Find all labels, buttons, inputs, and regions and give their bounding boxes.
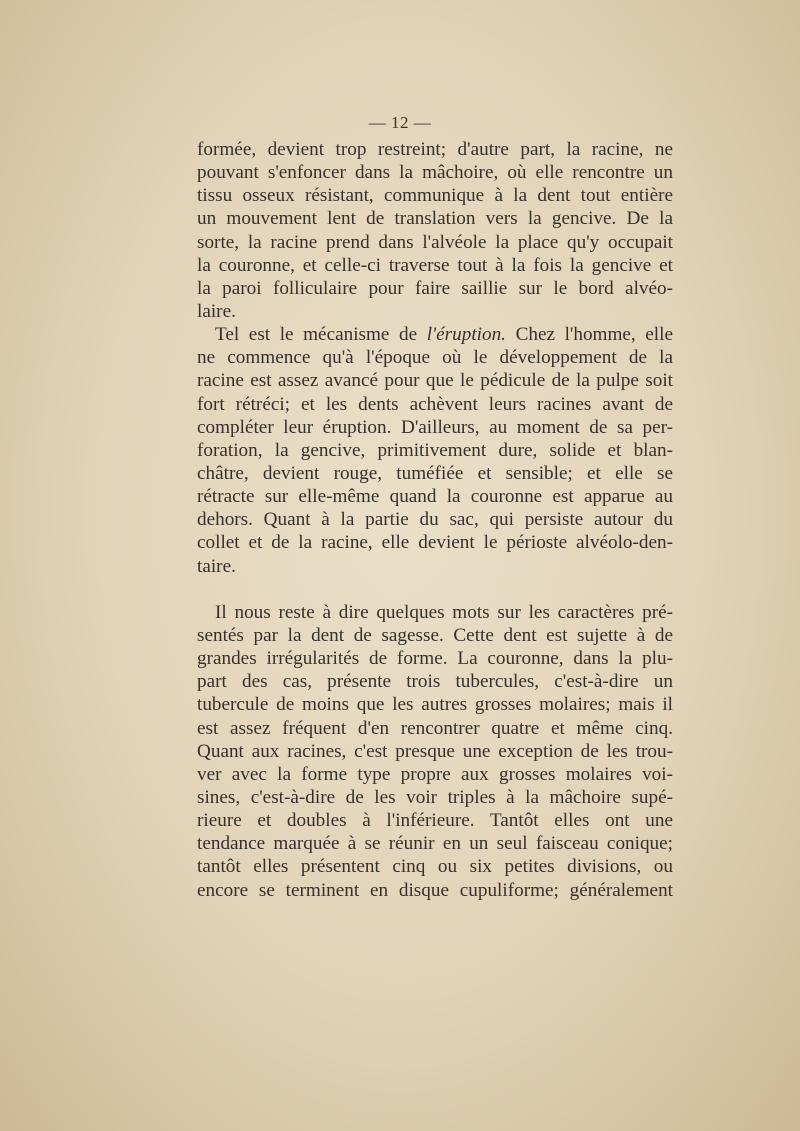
text-line: rétracte sur elle-même quand la couronne est apparue au — [197, 486, 673, 508]
text-line: grandes irrégularités de forme. La couronne, dans la plu- — [197, 648, 673, 670]
text-line: tubercule de moins que les autres grosses molaires; mais il — [197, 694, 673, 716]
text-line: rieure et doubles à l'inférieure. Tantôt elles ont une — [197, 810, 673, 832]
text-line: Il nous reste à dire quelques mots sur les caractères pré- — [215, 601, 673, 623]
paragraph-3 — [197, 601, 673, 902]
text-line: racine est assez avancé pour que le pédicule de la pulpe soit — [197, 370, 673, 392]
text-line: part des cas, présente trois tubercules, c'est-à-dire un — [197, 671, 673, 693]
text-line: taire. — [197, 555, 236, 577]
text-fragment: Chez l'homme, elle — [505, 324, 673, 346]
body-text — [197, 138, 673, 902]
text-line: encore se terminent en disque cupuliforme; généralement — [197, 879, 673, 901]
text-line: tantôt elles présentent cinq ou six petites divisions, ou — [197, 856, 673, 878]
text-line: ver avec la forme type propre aux grosses molaires voi- — [197, 763, 673, 785]
text-line: compléter leur éruption. D'ailleurs, au moment de sa per- — [197, 416, 673, 438]
text-line: collet et de la racine, elle devient le périoste alvéolo-den- — [197, 532, 673, 554]
text-line: sines, c'est-à-dire de les voir triples à la mâchoire supé- — [197, 786, 673, 808]
text-line: foration, la gencive, primitivement dure, solide et blan- — [197, 439, 673, 461]
italic-term: l'éruption. — [426, 324, 506, 346]
text-line: Quant aux racines, c'est presque une exception de les trou- — [197, 740, 673, 762]
text-line: fort rétréci; et les dents achèvent leurs racines avant de — [197, 393, 673, 415]
text-line: sentés par la dent de sagesse. Cette dent est sujette à de — [197, 624, 673, 646]
text-line: sorte, la racine prend dans l'alvéole la place qu'y occupait — [197, 231, 673, 253]
text-line: tendance marquée à se réunir en un seul faisceau conique; — [197, 833, 673, 855]
paragraph-1 — [197, 138, 673, 323]
text-line — [197, 323, 673, 346]
text-line: dehors. Quant à la partie du sac, qui persiste autour du — [197, 509, 673, 531]
page-number: — 12 — — [368, 113, 432, 132]
text-line: formée, devient trop restreint; d'autre part, la racine, ne — [197, 139, 673, 160]
paragraph-2 — [197, 323, 673, 578]
text-line: ne commence qu'à l'époque où le développement de la — [197, 347, 673, 369]
text-fragment: Tel est le mécanisme de — [215, 324, 427, 346]
text-line: pouvant s'enfoncer dans la mâchoire, où elle rencontre un — [197, 162, 673, 184]
text-line: un mouvement lent de translation vers la gencive. De la — [197, 208, 673, 230]
text-line: tissu osseux résistant, communique à la dent tout entière — [197, 185, 673, 207]
text-line: laire. — [197, 300, 236, 322]
text-line: la paroi folliculaire pour faire saillie sur le bord alvéo- — [197, 277, 673, 299]
text-line: est assez fréquent d'en rencontrer quatre et même cinq. — [197, 717, 673, 739]
text-line: la couronne, et celle-ci traverse tout à la fois la gencive et — [197, 254, 673, 276]
text-line: châtre, devient rouge, tuméfiée et sensible; et elle se — [197, 462, 673, 484]
paragraph-gap — [197, 578, 673, 601]
